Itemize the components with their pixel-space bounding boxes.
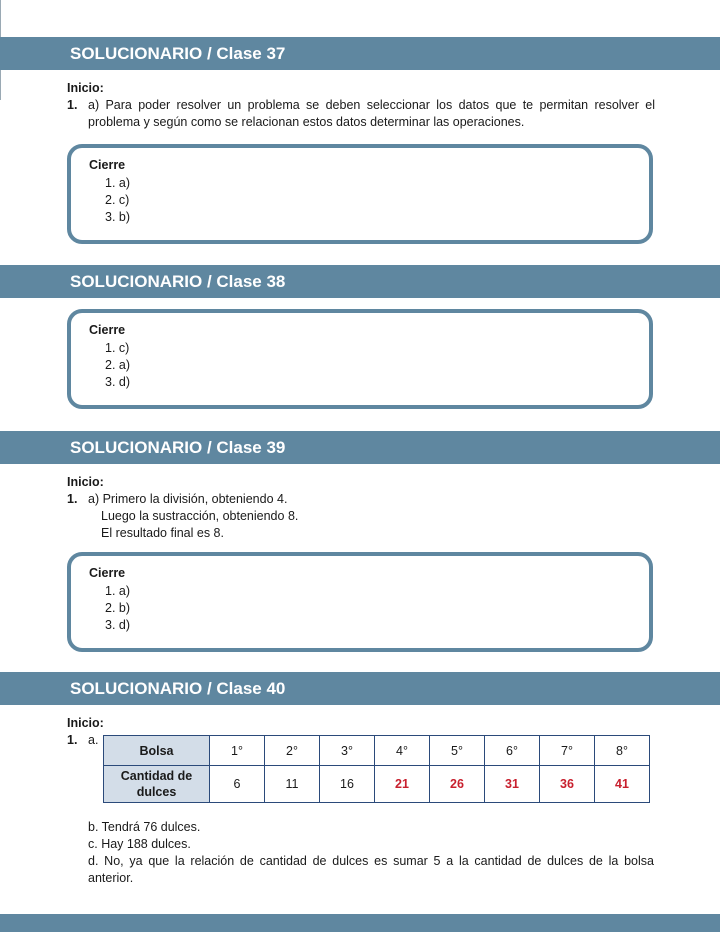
item-number: 1. bbox=[67, 492, 78, 506]
cierre-answer: 1. c) bbox=[105, 341, 130, 355]
cierre-answer: 3. d) bbox=[105, 375, 131, 389]
part-label: a. bbox=[88, 733, 99, 747]
section-title: SOLUCIONARIO / Clase 37 bbox=[70, 44, 286, 63]
cierre-answer: 3. d) bbox=[105, 618, 131, 632]
table-cell: 2° bbox=[265, 736, 320, 766]
table-cell-answer: 26 bbox=[430, 766, 485, 803]
table-row-bolsa bbox=[104, 736, 650, 766]
row-header-line: dulces bbox=[136, 785, 177, 799]
row-header: Bolsa bbox=[104, 736, 210, 766]
table-cell-answer: 41 bbox=[595, 766, 650, 803]
table-cell: 1° bbox=[210, 736, 265, 766]
inicio-label: Inicio: bbox=[67, 716, 104, 730]
section-title: SOLUCIONARIO / Clase 39 bbox=[70, 438, 286, 457]
section-header-clase-38 bbox=[0, 265, 720, 298]
table-cell: 7° bbox=[540, 736, 595, 766]
inicio-block-40 bbox=[67, 715, 104, 749]
item-text: a) Para poder resolver un problema se deben seleccionar los datos que te permitan resolver el problema y según como se relacionan estos datos determinar las operaciones. bbox=[88, 98, 655, 129]
section-header-clase-37 bbox=[0, 37, 720, 70]
inicio-label: Inicio: bbox=[67, 81, 104, 95]
cierre-label: Cierre bbox=[89, 323, 126, 337]
cierre-answer: 2. c) bbox=[105, 193, 130, 207]
item-number: 1. bbox=[67, 98, 78, 112]
table-cell: 8° bbox=[595, 736, 650, 766]
row-header bbox=[104, 766, 210, 803]
table-cell: 6 bbox=[210, 766, 265, 803]
table-cell: 11 bbox=[265, 766, 320, 803]
cierre-box-37 bbox=[67, 144, 653, 244]
inicio-item bbox=[67, 491, 655, 508]
cierre-answer: 1. a) bbox=[105, 584, 131, 598]
section-header-clase-40 bbox=[0, 672, 720, 705]
table-cell: 4° bbox=[375, 736, 430, 766]
cierre-box-38 bbox=[67, 309, 653, 409]
table-cell-answer: 21 bbox=[375, 766, 430, 803]
table-cell-answer: 36 bbox=[540, 766, 595, 803]
cierre-answer: 2. a) bbox=[105, 358, 131, 372]
section-title: SOLUCIONARIO / Clase 38 bbox=[70, 272, 286, 291]
section-title: SOLUCIONARIO / Clase 40 bbox=[70, 679, 286, 698]
table-cell: 3° bbox=[320, 736, 375, 766]
cierre-label: Cierre bbox=[89, 158, 126, 172]
footer-band bbox=[0, 914, 720, 932]
item-text-line: Luego la sustracción, obteniendo 8. bbox=[101, 509, 299, 523]
answer-d: d. No, ya que la relación de cantidad de dulces es sumar 5 a la cantidad de dulces de la bolsa anterior. bbox=[88, 854, 654, 885]
inicio-block-37 bbox=[67, 80, 655, 131]
table-cell: 5° bbox=[430, 736, 485, 766]
inicio-block-39 bbox=[67, 474, 655, 542]
cierre-label: Cierre bbox=[89, 566, 126, 580]
table-cell: 16 bbox=[320, 766, 375, 803]
inicio-item bbox=[67, 97, 655, 131]
table-cell: 6° bbox=[485, 736, 540, 766]
inicio-label: Inicio: bbox=[67, 475, 104, 489]
answer-b: b. Tendrá 76 dulces. bbox=[88, 820, 201, 834]
item-number: 1. bbox=[67, 733, 78, 747]
answer-c: c. Hay 188 dulces. bbox=[88, 837, 191, 851]
section-header-clase-39 bbox=[0, 431, 720, 464]
cierre-answer: 3. b) bbox=[105, 210, 131, 224]
cierre-answer: 2. b) bbox=[105, 601, 131, 615]
cierre-answer: 1. a) bbox=[105, 176, 131, 190]
inicio-item bbox=[67, 732, 104, 749]
table-row-dulces bbox=[104, 766, 650, 803]
dulces-table bbox=[103, 735, 650, 803]
table-cell-answer: 31 bbox=[485, 766, 540, 803]
item-text-line: El resultado final es 8. bbox=[101, 526, 224, 540]
cierre-box-39 bbox=[67, 552, 653, 652]
row-header-line: Cantidad de bbox=[120, 769, 193, 783]
item-text: a) Primero la división, obteniendo 4. bbox=[88, 492, 288, 506]
